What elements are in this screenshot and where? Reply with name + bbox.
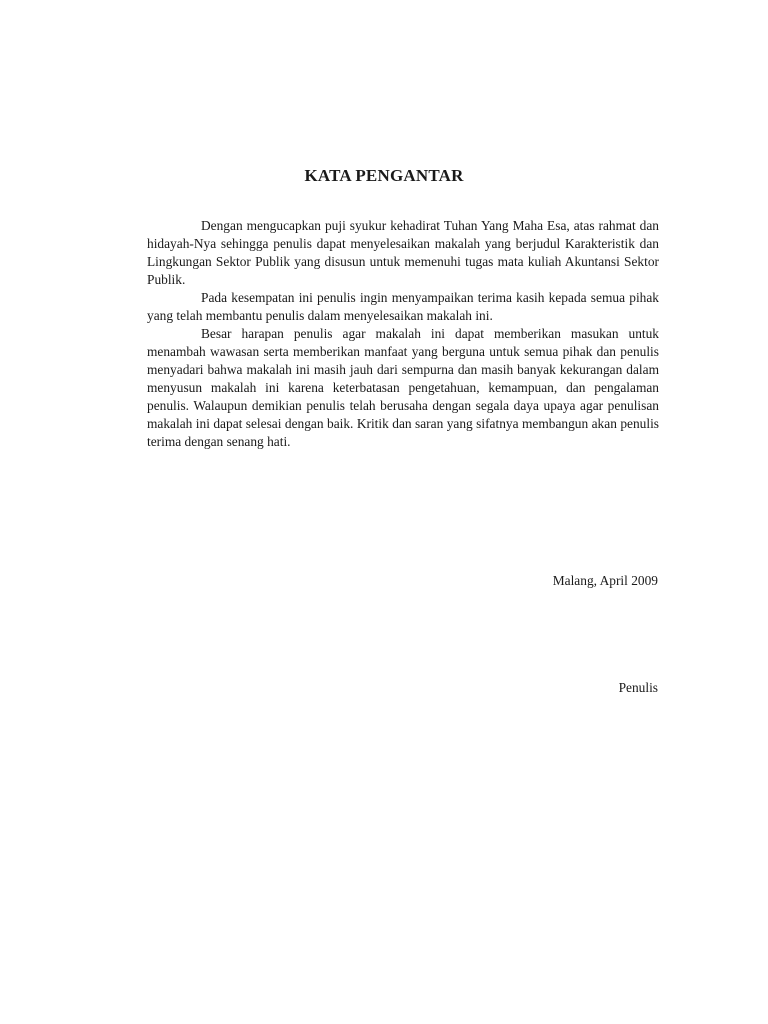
body-text (147, 217, 659, 451)
place-date: Malang, April 2009 (552, 573, 658, 588)
page-title: KATA PENGANTAR (304, 166, 464, 185)
paragraph-3: Besar harapan penulis agar makalah ini dapat memberikan masukan untuk menambah wawasan serta memberikan manfaat yang berguna untuk semua pihak dan penulis menyadari bahwa makalah ini masih jauh dari sempurna dan masih banyak kekurangan dalam menyusun makalah ini karena keterbatasan pengetahuan, kemampuan, dan pengalaman penulis. Walaupun demikian penulis telah berusaha dengan segala daya upaya agar penulisan makalah ini dapat selesai dengan baik. Kritik dan saran yang sifatnya membangun akan penulis terima dengan senang hati. (147, 326, 659, 449)
paragraph-2: Pada kesempatan ini penulis ingin menyampaikan terima kasih kepada semua pihak yang telah membantu penulis dalam menyelesaikan makalah ini. (147, 290, 659, 323)
paragraph-1: Dengan mengucapkan puji syukur kehadirat Tuhan Yang Maha Esa, atas rahmat dan hidayah-Nya sehingga penulis dapat menyelesaikan makalah yang berjudul Karakteristik dan Lingkungan Sektor Publik yang disusun untuk memenuhi tugas mata kuliah Akuntansi Sektor Publik. (147, 218, 659, 287)
author-signature: Penulis (618, 680, 658, 695)
